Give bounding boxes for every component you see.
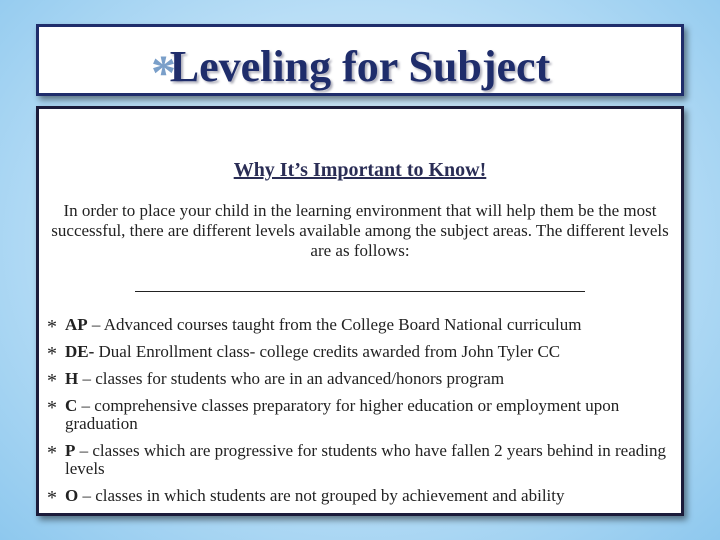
asterisk-icon: * (47, 370, 57, 392)
list-item (47, 486, 675, 509)
level-code: DE- (65, 342, 95, 361)
level-description: – classes which are progressive for students who have fallen 2 years behind in reading levels (65, 441, 666, 478)
asterisk-icon: * (47, 316, 57, 338)
level-description: Dual Enrollment class- college credits awarded from John Tyler CC (94, 342, 561, 361)
asterisk-icon: * (151, 44, 176, 100)
section-heading: Why It’s Important to Know! (233, 159, 487, 181)
asterisk-icon: * (47, 343, 57, 365)
intro-paragraph: In order to place your child in the learning environment that will help them be the most successful, there are different levels available among the subject areas. The different levels are as follows: (51, 201, 669, 260)
levels-list (47, 316, 675, 514)
level-description: – classes for students who are in an advanced/honors program (78, 369, 505, 388)
level-description: – comprehensive classes preparatory for higher education or employment upon graduation (65, 396, 620, 433)
level-code: H (65, 369, 79, 388)
divider-line (135, 291, 585, 292)
level-code: AP (65, 315, 88, 334)
asterisk-icon: * (47, 397, 57, 419)
content-panel (36, 106, 684, 516)
slide-title: Leveling for Subject (169, 42, 551, 91)
asterisk-icon: * (47, 487, 57, 509)
level-description: – Advanced courses taught from the College Board National curriculum (87, 315, 582, 334)
level-code: P (65, 441, 76, 460)
list-item (47, 369, 675, 392)
list-item (47, 397, 675, 433)
asterisk-icon: * (47, 442, 57, 464)
level-code: O (65, 486, 79, 505)
level-code: C (65, 396, 78, 415)
title-banner (36, 24, 684, 100)
list-item (47, 442, 675, 478)
list-item (47, 315, 675, 338)
list-item (47, 342, 675, 365)
level-description: – classes in which students are not grouped by achievement and ability (78, 486, 565, 505)
